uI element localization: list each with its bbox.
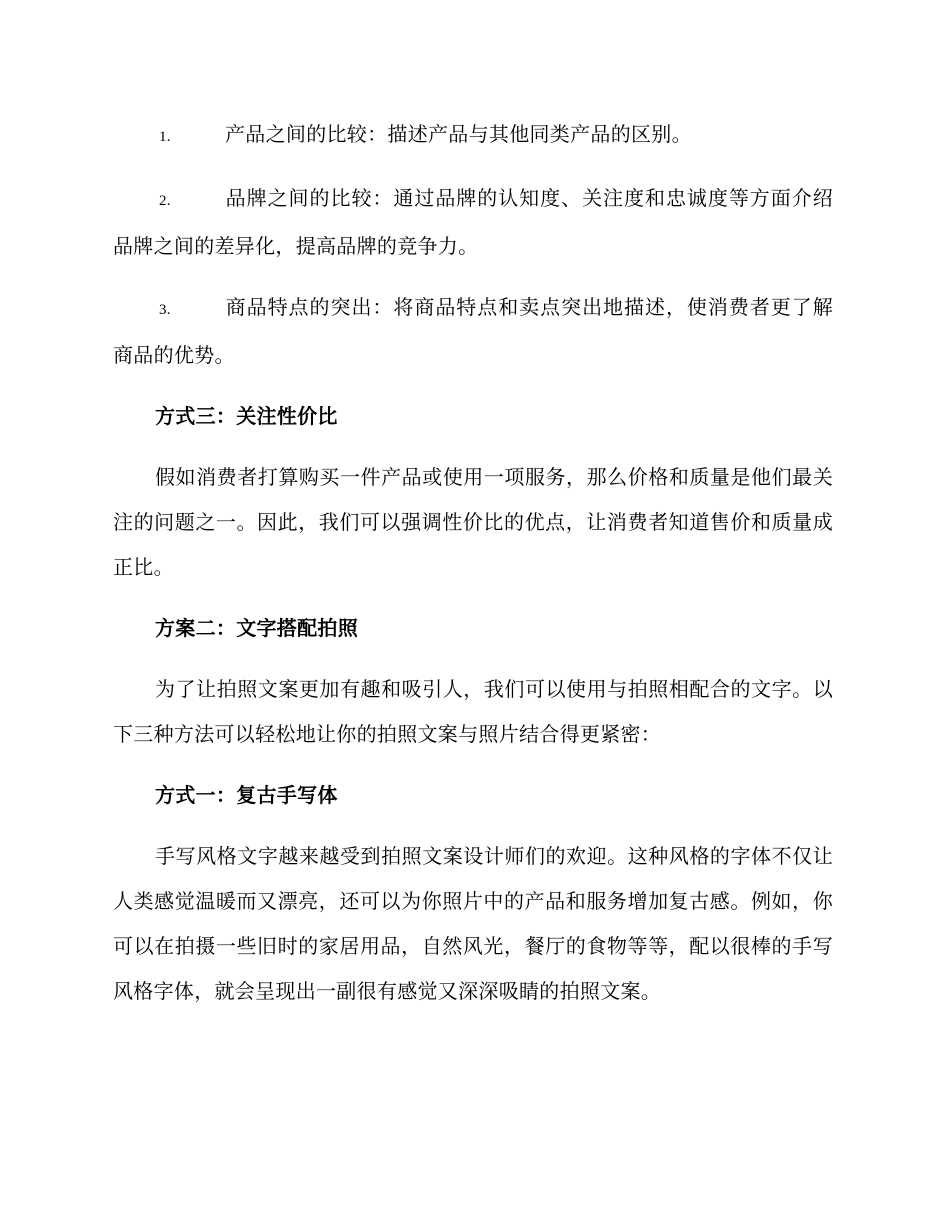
paragraph-handwriting: 手写风格文字越来越受到拍照文案设计师们的欢迎。这种风格的字体不仅让人类感觉温暖而又漂亮，还可以为你照片中的产品和服务增加复古感。例如，你可以在拍摄一些旧时的家居用品，自然风光，餐厅的食物等等，配以很棒的手写风格字体，就会呈现出一副很有感觉又深深吸睛的拍照文案。: [113, 844, 833, 1003]
list-item-1: [113, 112, 833, 160]
section-heading-handwriting: 方式一：复古手写体: [155, 783, 338, 807]
paragraph-value-for-money: 假如消费者打算购买一件产品或使用一项服务，那么价格和质量是他们最关注的问题之一。因此，我们可以强调性价比的优点，让消费者知道售价和质量成正比。: [113, 465, 833, 579]
list-item-3: [113, 285, 833, 378]
list-item-2: [113, 176, 833, 269]
paragraph-text-with-photo: 为了让拍照文案更加有趣和吸引人，我们可以使用与拍照相配合的文字。以下三种方法可以轻松地让你的拍照文案与照片结合得更紧密：: [113, 677, 833, 746]
list-item-text: 产品之间的比较：描述产品与其他同类产品的区别。: [225, 122, 692, 146]
list-number: 3.: [159, 302, 171, 318]
list-item-text: 商品特点的突出：将商品特点和卖点突出地描述，使消费者更了解商品的优势。: [113, 295, 833, 367]
list-item-text: 品牌之间的比较：通过品牌的认知度、关注度和忠诚度等方面介绍品牌之间的差异化，提高品牌的竞争力。: [113, 186, 833, 258]
section-heading-text-with-photo: 方案二：文字搭配拍照: [155, 616, 358, 640]
document-body: [113, 112, 833, 1030]
list-number: 2.: [159, 193, 171, 209]
list-number: 1.: [159, 129, 171, 145]
section-heading-value-for-money: 方式三：关注性价比: [155, 404, 338, 428]
